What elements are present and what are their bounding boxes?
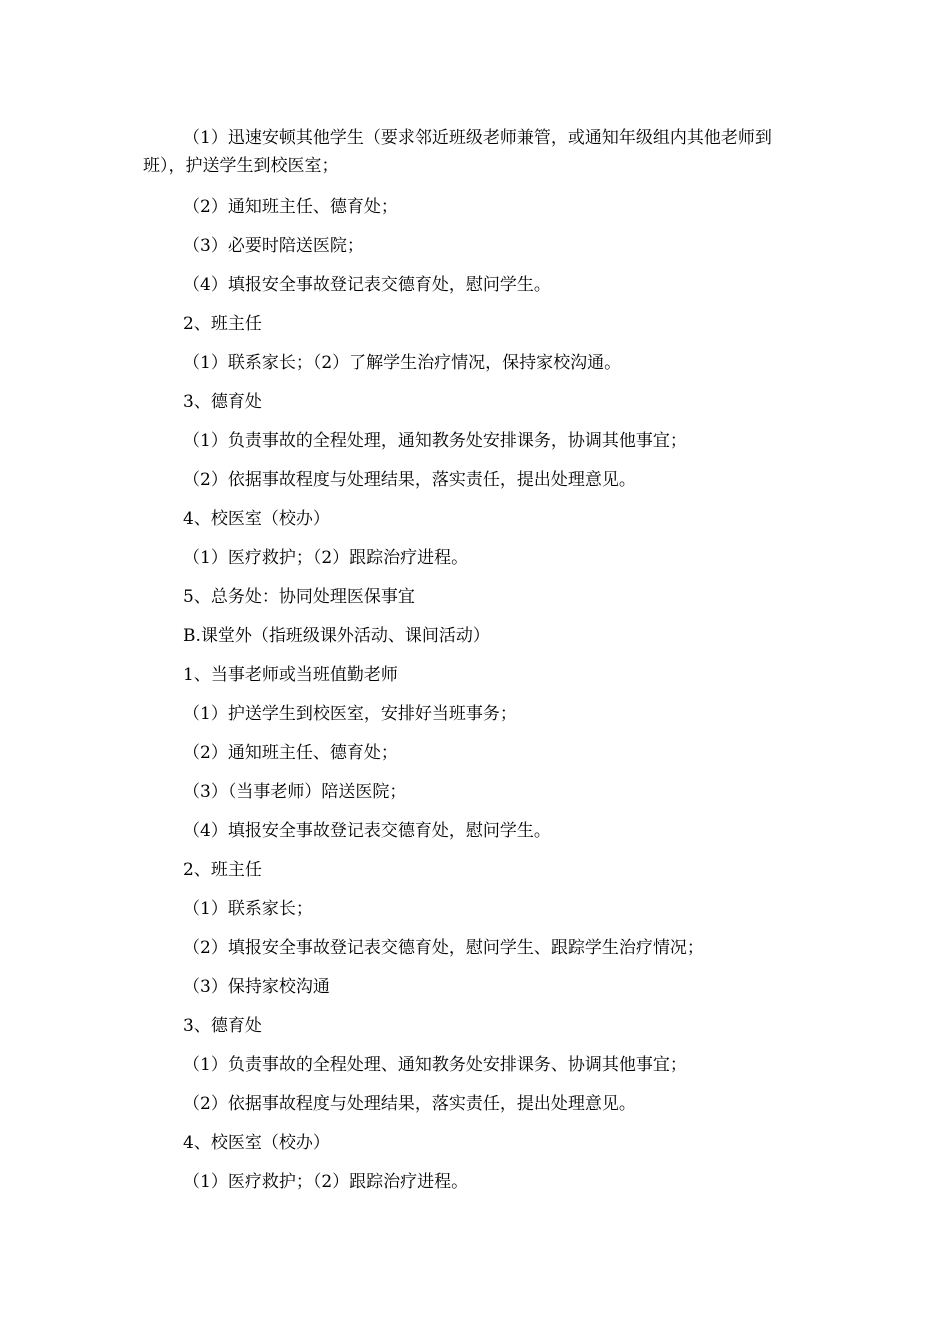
heading-clinic-2: 4、校医室（校办） xyxy=(183,1133,330,1153)
paragraph-17: （3）（当事老师）陪送医院； xyxy=(183,782,407,802)
paragraph-27: （1）医疗救护；（2）跟踪治疗进程。 xyxy=(183,1172,469,1192)
paragraph-6: （1）联系家长；（2）了解学生治疗情况，保持家校沟通。 xyxy=(183,353,622,373)
paragraph-9: （2）依据事故程度与处理结果，落实责任，提出处理意见。 xyxy=(183,470,636,490)
paragraph-11: （1）医疗救护；（2）跟踪治疗进程。 xyxy=(183,548,469,568)
paragraph-2: （2）通知班主任、德育处； xyxy=(183,197,398,217)
document-body xyxy=(143,124,811,1209)
heading-teacher-on-duty: 1、当事老师或当班值勤老师 xyxy=(183,665,398,685)
heading-head-teacher-1: 2、班主任 xyxy=(183,314,262,334)
paragraph-21: （2）填报安全事故登记表交德育处，慰问学生、跟踪学生治疗情况； xyxy=(183,938,704,958)
paragraph-8: （1）负责事故的全程处理，通知教务处安排课务，协调其他事宜； xyxy=(183,431,687,451)
paragraph-22: （3）保持家校沟通 xyxy=(183,977,330,997)
heading-moral-office-1: 3、德育处 xyxy=(183,392,262,412)
section-heading-b: B.课堂外（指班级课外活动、课间活动） xyxy=(183,626,490,646)
paragraph-24: （1）负责事故的全程处理、通知教务处安排课务、协调其他事宜； xyxy=(183,1055,687,1075)
heading-general-affairs: 5、总务处：协同处理医保事宜 xyxy=(183,587,415,607)
paragraph-4: （4）填报安全事故登记表交德育处，慰问学生。 xyxy=(183,275,551,295)
paragraph-3: （3）必要时陪送医院； xyxy=(183,236,364,256)
heading-clinic-1: 4、校医室（校办） xyxy=(183,509,330,529)
paragraph-16: （2）通知班主任、德育处； xyxy=(183,743,398,763)
paragraph-20: （1）联系家长； xyxy=(183,899,313,919)
heading-moral-office-2: 3、德育处 xyxy=(183,1016,262,1036)
heading-head-teacher-2: 2、班主任 xyxy=(183,860,262,880)
paragraph-1: （1）迅速安顿其他学生（要求邻近班级老师兼管，或通知年级组内其他老师到班），护送学生到校医室； xyxy=(143,128,772,176)
paragraph-25: （2）依据事故程度与处理结果，落实责任，提出处理意见。 xyxy=(183,1094,636,1114)
paragraph-18: （4）填报安全事故登记表交德育处，慰问学生。 xyxy=(183,821,551,841)
paragraph-15: （1）护送学生到校医室，安排好当班事务； xyxy=(183,704,517,724)
